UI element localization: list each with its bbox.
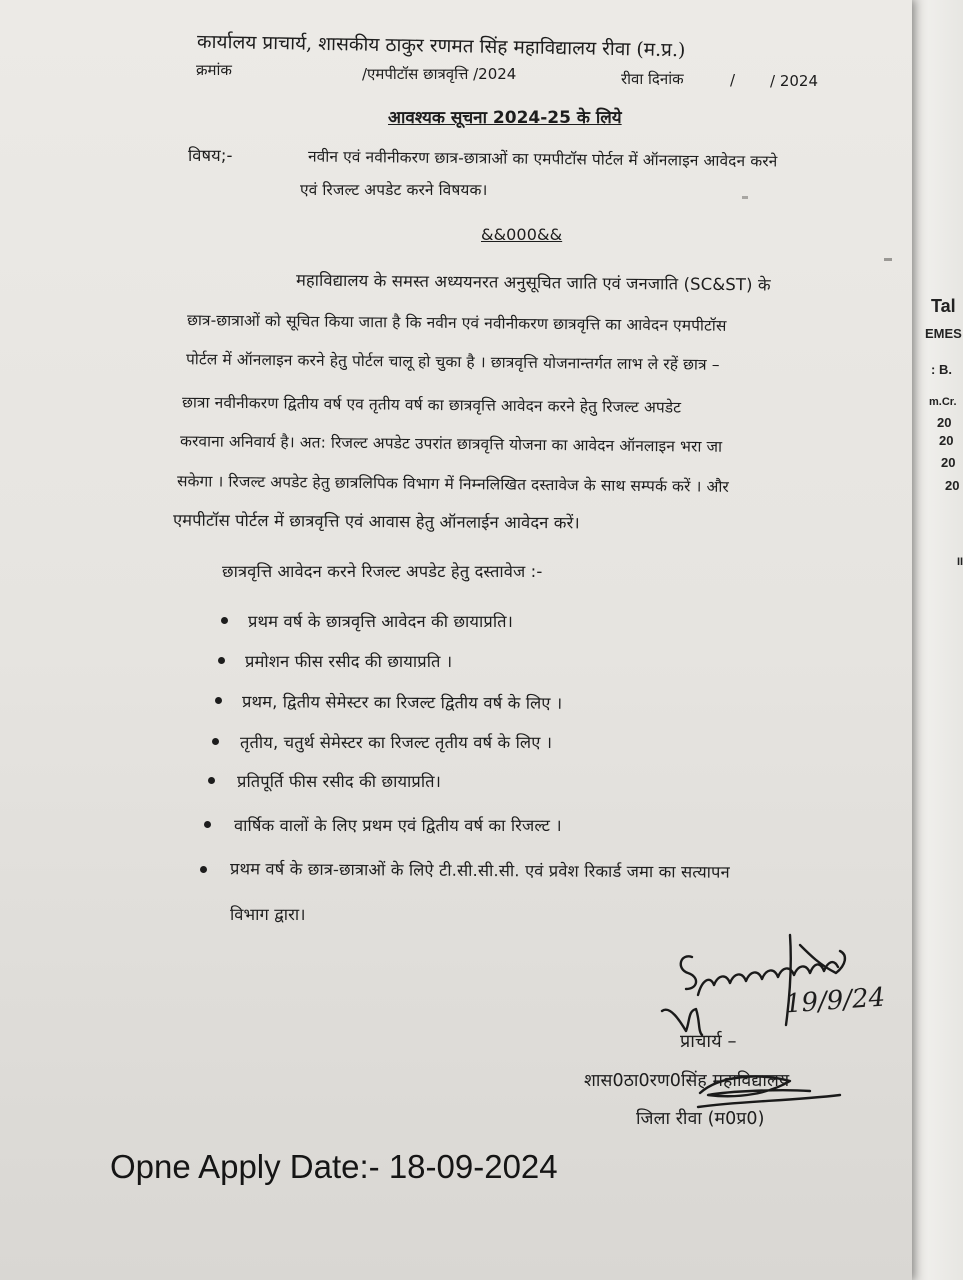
document-item: वार्षिक वालों के लिए प्रथम एवं द्वितीय वर्ष का रिजल्ट । — [234, 816, 562, 835]
body-line: एमपीटॉस पोर्टल में छात्रवृत्ति एवं आवास हेतु ऑनलाईन आवेदन करें। — [172, 510, 580, 533]
documents-heading: छात्रवृत्ति आवेदन करने रिजल्ट अपडेट हेतु दस्तावेज :- — [222, 562, 543, 581]
college-name: शास0ठा0रण0सिंह महाविद्यालय — [584, 1071, 790, 1091]
separator: &&000&& — [481, 225, 563, 244]
subject-label: विषय;- — [188, 146, 233, 165]
reference-number: /एमपीटॉस छात्रवृत्ति /2024 — [362, 65, 517, 83]
date-year: / 2024 — [770, 72, 818, 90]
date-slash: / — [730, 71, 736, 89]
notice-title: आवश्यक सूचना 2024-25 के लिये — [388, 108, 622, 128]
kramank-label: क्रमांक — [196, 61, 232, 79]
document-item-continuation: विभाग द्वारा। — [230, 905, 306, 924]
bullet — [218, 657, 225, 664]
paper-speck — [742, 196, 748, 199]
subject-line: नवीन एवं नवीनीकरण छात्र-छात्राओं का एमपीटॉस पोर्टल में ऑनलाइन आवेदन करने — [307, 147, 778, 171]
background-sheet-text: 20 — [941, 455, 956, 470]
document-item: प्रथम वर्ष के छात्र-छात्राओं के लिऐ टी.सी.सी.सी. एवं प्रवेश रिकार्ड जमा का सत्यापन — [229, 859, 730, 882]
background-sheet-text: 20 — [937, 415, 952, 430]
document-item: प्रतिपूर्ति फीस रसीद की छायाप्रति। — [237, 772, 442, 791]
document-item: तृतीय, चतुर्थ सेमेस्टर का रिजल्ट तृतीय वर्ष के लिए । — [240, 733, 553, 752]
bullet — [215, 697, 222, 704]
document-item: प्रमोशन फीस रसीद की छायाप्रति । — [245, 652, 453, 671]
open-apply-date: Opne Apply Date:- 18-09-2024 — [110, 1148, 558, 1185]
document-item: प्रथम वर्ष के छात्रवृत्ति आवेदन की छायाप्रति। — [248, 612, 513, 631]
subject-line: एवं रिजल्ट अपडेट करने विषयक। — [300, 181, 488, 199]
office-header: कार्यालय प्राचार्य, शासकीय ठाकुर रणमत सिंह महाविद्यालय रीवा (म.प्र.) — [196, 30, 686, 62]
date-label: रीवा दिनांक — [621, 70, 684, 88]
body-line: सकेगा । रिजल्ट अपडेट हेतु छात्रलिपिक विभाग में निम्नलिखित दस्तावेज के साथ सम्पर्क करें । और — [176, 472, 730, 496]
body-line: महाविद्यालय के समस्त अध्ययनरत अनुसूचित जाति एवं जनजाति (SC&ST) के — [295, 270, 771, 295]
bullet — [200, 866, 207, 873]
body-line: छात्र-छात्राओं को सूचित किया जाता है कि नवीन एवं नवीनीकरण छात्रवृत्ति का आवेदन एमपीटॉस — [186, 311, 727, 335]
background-sheet-text: 20 — [939, 433, 954, 448]
paper-speck — [884, 258, 892, 261]
background-sheet-text: EMES — [925, 326, 962, 341]
background-sheet-text: 20 — [945, 478, 960, 493]
bullet — [212, 738, 219, 745]
body-line: पोर्टल में ऑनलाइन करने हेतु पोर्टल चालू हो चुका है । छात्रवृत्ति योजनान्तर्गत लाभ ले रहें छात्र – — [185, 350, 720, 374]
district-name: जिला रीवा (म0प्र0) — [636, 1109, 765, 1129]
principal-designation: प्राचार्य – — [680, 1031, 737, 1052]
background-sheet-text: : B. — [931, 362, 952, 377]
bullet — [208, 777, 215, 784]
background-sheet-text: Tal — [931, 296, 956, 316]
bullet — [221, 617, 228, 624]
background-sheet-text: II — [957, 556, 963, 568]
background-sheet-text: m.Cr. — [929, 396, 957, 408]
document-item: प्रथम, द्वितीय सेमेस्टर का रिजल्ट द्वितीय वर्ष के लिए । — [241, 692, 563, 713]
signature-date: 19/9/24 — [784, 982, 887, 1020]
body-line: करवाना अनिवार्य है। अत: रिजल्ट अपडेट उपरांत छात्रवृत्ति योजना का आवेदन ऑनलाइन भरा जा — [179, 432, 723, 456]
body-line: छात्रा नवीनीकरण द्वितीय वर्ष एव तृतीय वर्ष का छात्रवृत्ति आवेदन करने हेतु रिजल्ट अपडेट — [181, 393, 682, 417]
bullet — [204, 821, 211, 828]
